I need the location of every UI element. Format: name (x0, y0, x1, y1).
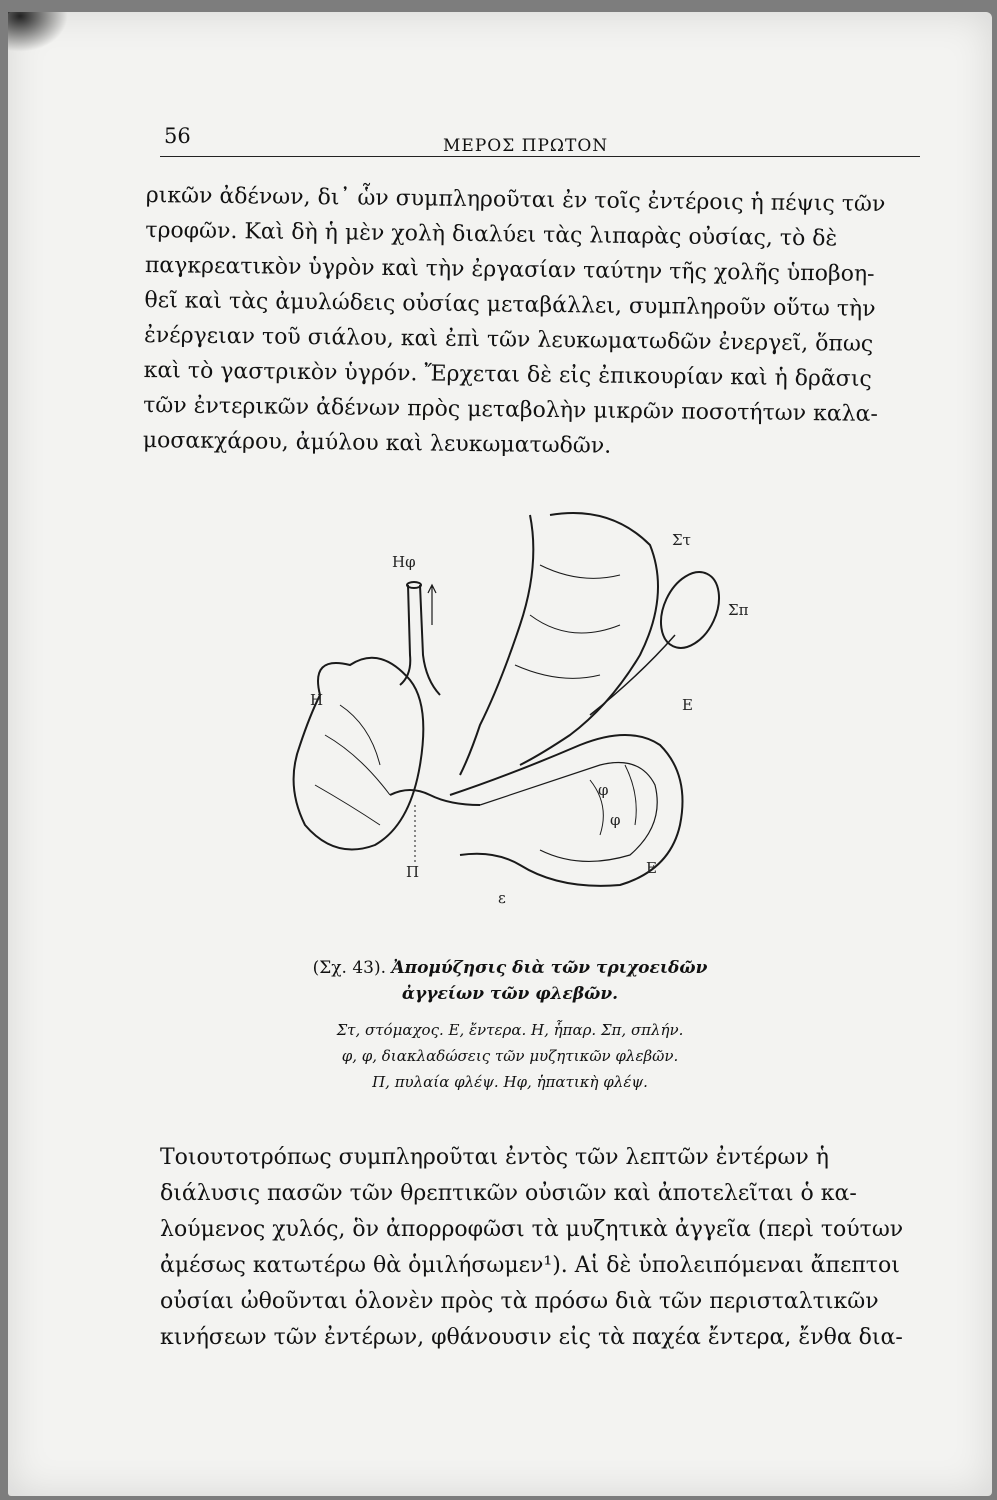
caption-title (190, 955, 830, 1007)
paragraph-2 (160, 1140, 905, 1356)
page-number: 56 (164, 124, 191, 148)
text-line: τροφῶν. Καὶ δὴ ἡ μὲν χολὴ διαλύει τὰς λιπαρὰς οὐσίας, τὸ δὲ (145, 217, 838, 252)
legend-line: Π, πυλαία φλέψ. Ηφ, ἡπατικὴ φλέψ. (372, 1073, 648, 1091)
portal-vein-shape (390, 790, 480, 805)
text-line: ἐνέργειαν τοῦ σιάλου, καὶ ἐπὶ τῶν λευκωματωδῶν ἐνεργεῖ, ὅπως (143, 322, 874, 357)
anatomical-illustration (280, 505, 760, 905)
running-title: ΜΕΡΟΣ ΠΡΩΤΟΝ (443, 136, 609, 156)
text-line: λούμενος χυλός, ὃν ἀπορροφῶσι τὰ μυζητικὰ ἀγγεῖα (περὶ τούτων (160, 1217, 904, 1242)
label-portal-vein: Π (406, 863, 420, 881)
label-spleen: Σπ (728, 601, 749, 619)
legend-line: φ, φ, διακλαδώσεις τῶν μυζητικῶν φλεβῶν. (341, 1047, 679, 1065)
text-line: κινήσεων τῶν ἐντέρων, φθάνουσιν εἰς τὰ παχέα ἔντερα, ἔνθα δια- (160, 1325, 903, 1350)
hepatic-vein-shape (400, 585, 440, 695)
page-corner-shadow (8, 12, 68, 52)
legend-line: Στ, στόμαχος. Ε, ἔντερα. Η, ἧπαρ. Σπ, σπλήν. (336, 1021, 684, 1039)
text-line: ἀμέσως κατωτέρω θὰ ὁμιλήσωμεν¹). Αἱ δὲ ὑπολειπόμεναι ἄπεπτοι (160, 1253, 900, 1278)
text-line: οὐσίαι ὠθοῦνται ὁλονὲν πρὸς τὰ πρόσω διὰ τῶν περισταλτικῶν (160, 1289, 879, 1314)
label-hepatic-vein: Ηφ (392, 553, 416, 571)
label-branch-2: φ (610, 811, 621, 829)
paragraph-1 (143, 178, 916, 467)
figure-number: (Σχ. 43). (312, 958, 387, 978)
text-line: μοσακχάρου, ἀμύλου καὶ λευκωματωδῶν. (142, 427, 612, 459)
liver-shape (294, 658, 424, 850)
text-line: ρικῶν ἀδένων, δι᾽ ὧν συμπληροῦται ἐν τοῖς ἐντέροις ἡ πέψις τῶν (145, 182, 886, 218)
text-line: παγκρεατικὸν ὑγρὸν καὶ τὴν ἐργασίαν ταύτην τῆς χολῆς ὑποβοη- (144, 252, 875, 287)
label-branch-1: φ (598, 781, 609, 799)
text-line: θεῖ καὶ τὰς ἀμυλώδεις οὐσίας μεταβάλλει, συμπληροῦν οὕτω τὴν (144, 287, 876, 322)
label-stomach: Στ (672, 531, 691, 549)
spleen-shape (650, 563, 731, 657)
label-intestine-right: Ε (646, 859, 657, 877)
text-line: Τοιουτοτρόπως συμπληροῦται ἐντὸς τῶν λεπτῶν ἐντέρων ἡ (160, 1145, 829, 1170)
label-intestine-upper: Ε (682, 696, 693, 714)
text-line: διάλυσις πασῶν τῶν θρεπτικῶν οὐσιῶν καὶ ἀποτελεῖται ὁ κα- (160, 1181, 857, 1206)
page-header (160, 116, 920, 157)
text-line: καὶ τὸ γαστρικὸν ὑγρόν. Ἔρχεται δὲ εἰς ἐπικουρίαν καὶ ἡ δρᾶσις (143, 357, 872, 392)
caption-legend (190, 1017, 830, 1095)
caption-title-line-1: Ἀπομύζησις διὰ τῶν τριχοειδῶν (391, 958, 708, 978)
text-line: τῶν ἐντερικῶν ἀδένων πρὸς μεταβολὴν μικρῶν ποσοτήτων καλα- (143, 392, 879, 427)
label-liver: Η (310, 691, 324, 709)
figure-caption (190, 955, 830, 1095)
caption-title-line-2: ἀγγείων τῶν φλεβῶν. (401, 984, 619, 1004)
label-intestine-lower: ε (498, 889, 506, 905)
